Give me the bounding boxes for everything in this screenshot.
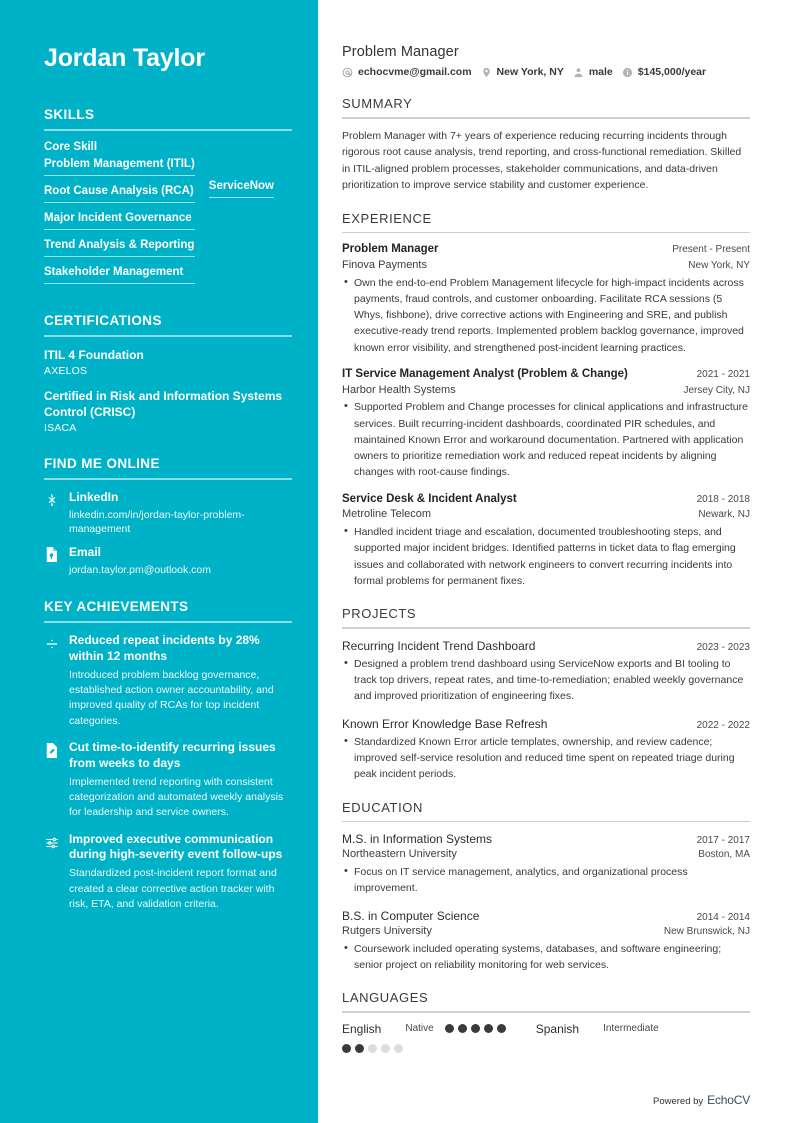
education-entry-subheader (342, 924, 750, 939)
online-item-email[interactable] (44, 545, 292, 577)
achievement-title: Cut time-to-identify recurring issues from weeks to days (69, 739, 276, 770)
find-me-online-heading: FIND ME ONLINE (44, 456, 160, 472)
find-me-online-section (44, 456, 292, 577)
project-date: 2023 - 2023 (696, 641, 750, 653)
certification-issuer: ISACA (44, 422, 77, 435)
experience-job-title: Problem Manager (342, 243, 439, 256)
project-entry (342, 638, 750, 705)
certification-issuer: AXELOS (44, 364, 88, 377)
skill-chip: ServiceNow (209, 178, 274, 198)
sliders-icon (44, 835, 59, 851)
experience-date: 2021 - 2021 (696, 369, 750, 380)
bullet-item: • Focus on IT service management, analytics, and organizational process improvement. (342, 864, 750, 897)
at-icon (342, 67, 353, 78)
languages-row (342, 1022, 750, 1053)
online-item-value[interactable]: jordan.taylor.pm@outlook.com (69, 563, 211, 576)
bullet-item: • Own the end-to-end Problem Management lifecycle for high-impact incidents across payments, fraud controls, and customer onboarding. Facilitate RCA sessions (5 Whys, fishbone), drive corrective actions with Engineering and SRE, and publish executive-ready trend reports. Implemented problem backlog governance, improved known error visibility, and strengthened post-incident learning practices. (342, 275, 750, 356)
online-item-linkedin[interactable] (44, 490, 292, 536)
skills-heading: SKILLS (44, 106, 95, 122)
education-date: 2017 - 2017 (696, 835, 750, 847)
summary-heading: SUMMARY (342, 96, 413, 111)
email-icon (44, 547, 59, 562)
education-degree: B.S. in Computer Science (342, 908, 480, 923)
bullet-item: • Handled incident triage and escalation, documented troubleshooting steps, and supported major incident bridges. Identified patterns in ticket data to flag emerging issues and collaborated with network engineers to convert recurring incidents into formal problems for permanent fixes. (342, 524, 750, 589)
achievement-body (69, 832, 292, 913)
rating-dot (458, 1024, 467, 1033)
experience-company: Harbor Health Systems (342, 383, 456, 396)
project-date: 2022 - 2022 (696, 719, 750, 731)
key-achievements-section (44, 599, 292, 912)
page-title: Problem Manager (342, 44, 459, 60)
achievement-item (44, 832, 292, 913)
achievement-title: Improved executive communication during high-severity event follow-ups (69, 831, 283, 862)
education-school: Northeastern University (342, 848, 457, 861)
divide-icon (44, 636, 59, 652)
summary-divider (342, 117, 750, 119)
language-level: Intermediate (603, 1023, 659, 1035)
achievement-description: Introduced problem backlog governance, established action owner accountability, and improved quality of RCAs for top incident categories. (69, 668, 274, 727)
contact-item-email[interactable] (342, 66, 472, 78)
achievement-description: Standardized post-incident report format and created a clear corrective action tracker with risk, ETA, and validation criteria. (69, 867, 277, 910)
echocv-brand: EchoCV (707, 1093, 750, 1107)
online-item-body (69, 545, 292, 577)
education-location: New Brunswick, NJ (663, 925, 750, 937)
achievement-description: Implemented trend reporting with consistent categorization and automated weekly analysis for leadership and service owners. (69, 775, 284, 819)
education-date: 2014 - 2014 (696, 911, 750, 923)
main-content (318, 0, 794, 1123)
education-entry-header (342, 831, 750, 847)
education-entry-subheader (342, 847, 750, 862)
education-degree: M.S. in Information Systems (342, 832, 493, 847)
experience-company: Metroline Telecom (342, 508, 432, 521)
contact-item-location (481, 66, 564, 78)
person-icon (573, 67, 584, 78)
contact-row (342, 66, 750, 78)
education-heading: EDUCATION (342, 799, 423, 815)
education-entry-header (342, 908, 750, 924)
education-section (342, 800, 750, 974)
education-entry (342, 831, 750, 897)
online-item-label: LinkedIn (69, 490, 119, 505)
certification-name: Certified in Risk and Information Systems Control (CRISC) (44, 388, 283, 420)
experience-location: Newark, NJ (698, 509, 750, 521)
rating-dot (368, 1044, 377, 1053)
find-me-online-divider (44, 478, 292, 480)
online-item-label: Email (69, 545, 102, 560)
project-bullets (342, 734, 750, 783)
experience-date: Present - Present (672, 244, 750, 256)
projects-section (342, 606, 750, 782)
achievement-item (44, 740, 292, 821)
rating-dot (355, 1044, 364, 1053)
candidate-name: Jordan Taylor (44, 44, 205, 72)
online-item-value[interactable]: linkedin.com/in/jordan-taylor-problem-management (69, 508, 245, 536)
sidebar (0, 0, 318, 1123)
experience-divider (342, 232, 750, 234)
project-entry (342, 716, 750, 783)
bullet-item: • Standardized Known Error article templates, ownership, and review cadence; improved self-service resolution and reduced time spent on repeated triage during peak incident periods. (342, 734, 750, 783)
experience-bullets (342, 524, 750, 589)
skill-chip: Problem Management (ITIL) (44, 156, 195, 176)
powered-by-label: Powered by (653, 1096, 704, 1107)
footer (653, 1093, 750, 1107)
experience-entry-subheader (342, 258, 750, 273)
rating-dot (497, 1024, 506, 1033)
experience-entry (342, 492, 750, 589)
experience-entry-header (342, 367, 750, 383)
skills-list (44, 141, 292, 291)
education-divider (342, 821, 750, 823)
experience-bullets (342, 275, 750, 356)
achievement-body (69, 740, 292, 821)
achievement-body (69, 633, 292, 729)
experience-entry-subheader (342, 383, 750, 398)
education-entry (342, 908, 750, 974)
experience-location: New York, NY (688, 259, 750, 271)
bullet-item: • Coursework included operating systems, databases, and software engineering; senior project on reliability monitoring for web services. (342, 941, 750, 974)
bullet-item: • Designed a problem trend dashboard using ServiceNow exports and BI tooling to track top drivers, repeat rates, and time-to-remediation; enabled weekly governance and improved prioritization of engineering fixes. (342, 656, 750, 705)
document-edit-icon (44, 743, 59, 759)
summary-section (342, 96, 750, 194)
certification-item (44, 347, 292, 377)
summary-text: Problem Manager with 7+ years of experience reducing recurring incidents through rigorous root cause analysis, trend reporting, and cross-functional remediation. Skilled in ITIL-aligned problem processes, stakeholder communications, and data-driven prioritization to improve service stability and customer experience. (342, 129, 742, 192)
skill-chip: Root Cause Analysis (RCA) (44, 183, 195, 203)
key-achievements-heading: KEY ACHIEVEMENTS (44, 599, 189, 615)
experience-date: 2018 - 2018 (696, 493, 750, 505)
experience-entry (342, 242, 750, 356)
info-icon (622, 67, 633, 78)
experience-job-title: Service Desk & Incident Analyst (342, 492, 517, 505)
rating-dot (381, 1044, 390, 1053)
experience-heading: EXPERIENCE (342, 210, 432, 226)
languages-heading: LANGUAGES (342, 990, 429, 1006)
languages-divider (342, 1011, 750, 1013)
key-achievements-divider (44, 621, 292, 623)
language-rating-english (445, 1024, 506, 1033)
contact-text: male (588, 66, 613, 78)
skill-chip: Major Incident Governance (44, 210, 195, 230)
experience-job-title: IT Service Management Analyst (Problem & Change) (342, 368, 628, 380)
education-location: Boston, MA (698, 849, 750, 861)
achievement-title: Reduced repeat incidents by 28% within 12 months (69, 633, 260, 663)
education-bullets (342, 941, 750, 974)
language-level: Native (405, 1023, 434, 1035)
education-school: Rutgers University (342, 924, 432, 937)
project-title: Known Error Knowledge Base Refresh (342, 716, 548, 731)
certifications-divider (44, 335, 292, 337)
skill-chip: Stakeholder Management (44, 264, 195, 284)
location-pin-icon (481, 67, 492, 78)
linkedin-icon (44, 492, 59, 507)
experience-entry (342, 367, 750, 481)
skills-divider (44, 129, 292, 131)
language-rating-spanish (342, 1044, 403, 1053)
projects-divider (342, 627, 750, 629)
bullet-item: • Supported Problem and Change processes for clinical applications and infrastructure services. Built recurring-incident dashboards, coordinated PIR schedules, and maintained Known Error and workaround documentation. Partnered with application owners to prioritize remediation work and reduced repeat incidents by aligning changes with root-cause findings. (342, 399, 750, 480)
experience-bullets (342, 399, 750, 480)
certifications-heading: CERTIFICATIONS (44, 312, 162, 328)
rating-dot (484, 1024, 493, 1033)
skills-column-label: Core Skill (44, 140, 98, 153)
experience-company: Finova Payments (342, 258, 427, 271)
project-bullets (342, 656, 750, 705)
language-name: English (342, 1021, 382, 1036)
language-name: Spanish (535, 1021, 580, 1036)
achievement-item (44, 633, 292, 729)
skill-chip: Trend Analysis & Reporting (44, 237, 195, 257)
experience-entry-subheader (342, 507, 750, 522)
rating-dot (471, 1024, 480, 1033)
certification-name: ITIL 4 Foundation (44, 347, 144, 362)
project-title: Recurring Incident Trend Dashboard (342, 638, 536, 653)
certification-item (44, 388, 292, 434)
experience-entry-header (342, 492, 750, 508)
project-entry-header (342, 716, 750, 732)
projects-heading: PROJECTS (342, 606, 417, 622)
rating-dot (342, 1044, 351, 1053)
contact-text: echocvme@gmail.com (358, 66, 472, 78)
contact-item-salary (622, 66, 706, 78)
skills-section (44, 107, 292, 291)
online-item-body (69, 490, 292, 536)
project-entry-header (342, 638, 750, 654)
contact-text: New York, NY (496, 66, 564, 78)
education-bullets (342, 864, 750, 897)
certifications-section (44, 313, 292, 435)
languages-section (342, 990, 750, 1053)
experience-entry-header (342, 242, 750, 258)
experience-section (342, 211, 750, 589)
rating-dot (394, 1044, 403, 1053)
rating-dot (445, 1024, 454, 1033)
contact-item-gender (573, 66, 613, 78)
contact-text: $145,000/year (637, 66, 707, 78)
experience-location: Jersey City, NJ (683, 384, 750, 396)
